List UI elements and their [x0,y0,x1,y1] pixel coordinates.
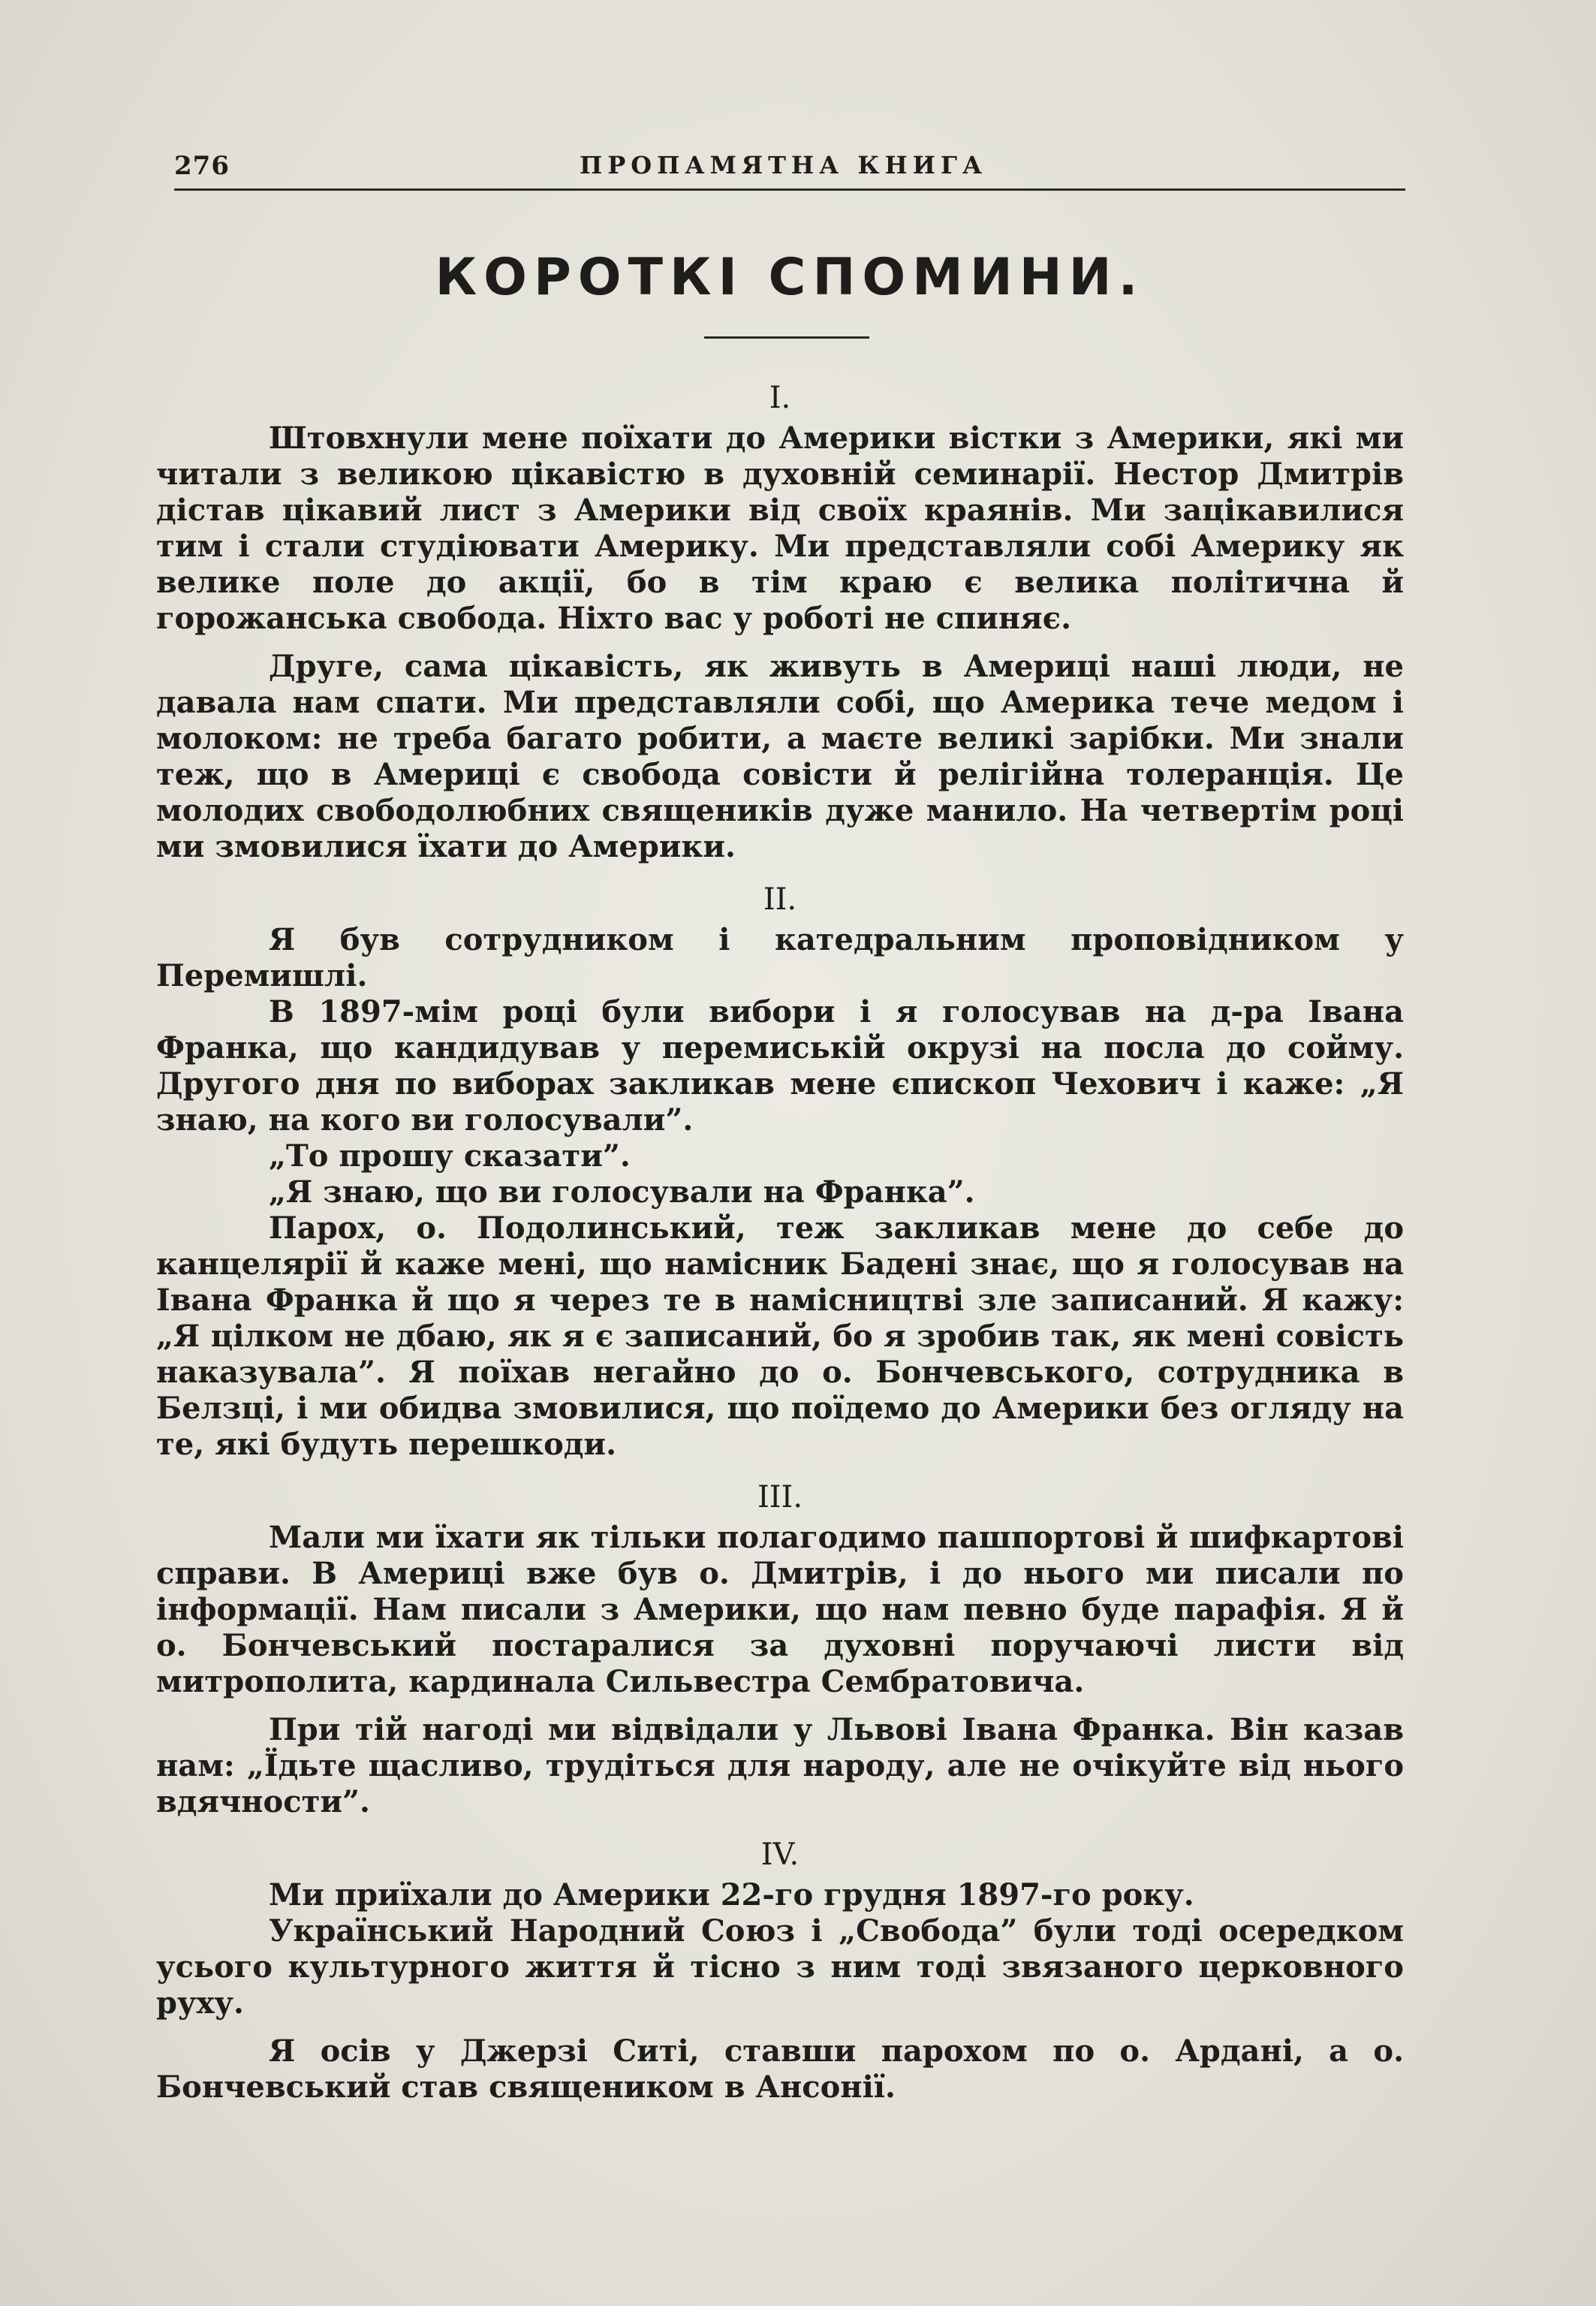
article-title: КОРОТКІ СПОМИНИ. [435,248,1145,307]
paragraph: Я був сотрудником і катедральним проповідником у Перемишлі. [156,922,1404,993]
paragraph: Друге, сама цікавість, як живуть в Америці наші люди, не давала нам спати. Ми представляли собі, що Америка тече медом і молоком: не треба багато робити, а маєте великі зарібки. Ми знали теж, що в Америці є свобода совісти й релігійна толеранція. Це молодих свободолюбних священиків дуже манило. На четвертім році ми змовилися їхати до Америки. [156,649,1404,864]
paragraph: В 1897-мім році були вибори і я голосував на д-ра Івана Франка, що кандидував у перемиській окрузі на посла до сойму. Другого дня по виборах закликав мене єпископ Чехович і каже: „Я знаю, на кого ви голосували”. [156,994,1404,1138]
article-body [156,375,1404,2106]
page-number: 276 [174,151,230,181]
running-title: ПРОПАМЯТНА КНИГА [580,151,988,179]
paragraph: Мали ми їхати як тільки полагодимо пашпортові й шифкартові справи. В Америці вже був о. Дмитрів, і до нього ми писали по інформації. Нам писали з Америки, що нам певно буде парафія. Я й о. Бончевський постаралися за духовні поручаючі листи від митрополита, кардинала Сильвестра Сембратовича. [156,1520,1404,1699]
section-number: IV. [760,1837,800,1872]
paragraph: Ми приїхали до Америки 22-го грудня 1897-го року. [269,1877,1194,1913]
section-number: I. [769,381,791,415]
paragraph: Український Народний Союз і „Свобода” були тоді осередком усього культурного життя й тісно з ним тоді звязаного церковного руху. [156,1913,1404,2021]
paragraph: При тій нагоді ми відвідали у Львові Івана Франка. Він казав нам: „Їдьте щасливо, трудіться для народу, але не очікуйте від нього вдячности”. [156,1712,1404,1819]
section-number: III. [757,1480,803,1515]
section-number: II. [763,882,797,917]
paragraph: Я осів у Джерзі Ситі, ставши парохом по о. Ардані, а о. Бончевський став священиком в Ансонії. [156,2033,1404,2105]
paragraph: „Я знаю, що ви голосували на Франка”. [269,1174,975,1210]
paragraph: „То прошу сказати”. [269,1138,631,1174]
paragraph: Штовхнули мене поїхати до Америки вістки з Америки, які ми читали з великою цікавістю в духовній семинарії. Нестор Дмитрів дістав цікавий лист з Америки від своїх краянів. Ми зацікавилися тим і стали студіювати Америку. Ми представляли собі Америку як велике поле до акції, бо в тім краю є велика політична й горожанська свобода. Ніхто вас у роботі не спиняє. [156,421,1404,636]
page-header [174,146,1405,191]
title-divider [704,336,869,339]
paragraph: Парох, о. Подолинський, теж закликав мене до себе до канцелярії й каже мені, що намісник Бадені знає, що я голосував на Івана Франка й що я через те в намісництві зле записаний. Я кажу: „Я цілком не дбаю, як я є записаний, бо я зробив так, як мені совість наказувала”. Я поїхав негайно до о. Бончевського, сотрудника в Белзці, і ми обидва змовилися, що поїдемо до Америки без огляду на те, які будуть перешкоди. [156,1210,1404,1462]
